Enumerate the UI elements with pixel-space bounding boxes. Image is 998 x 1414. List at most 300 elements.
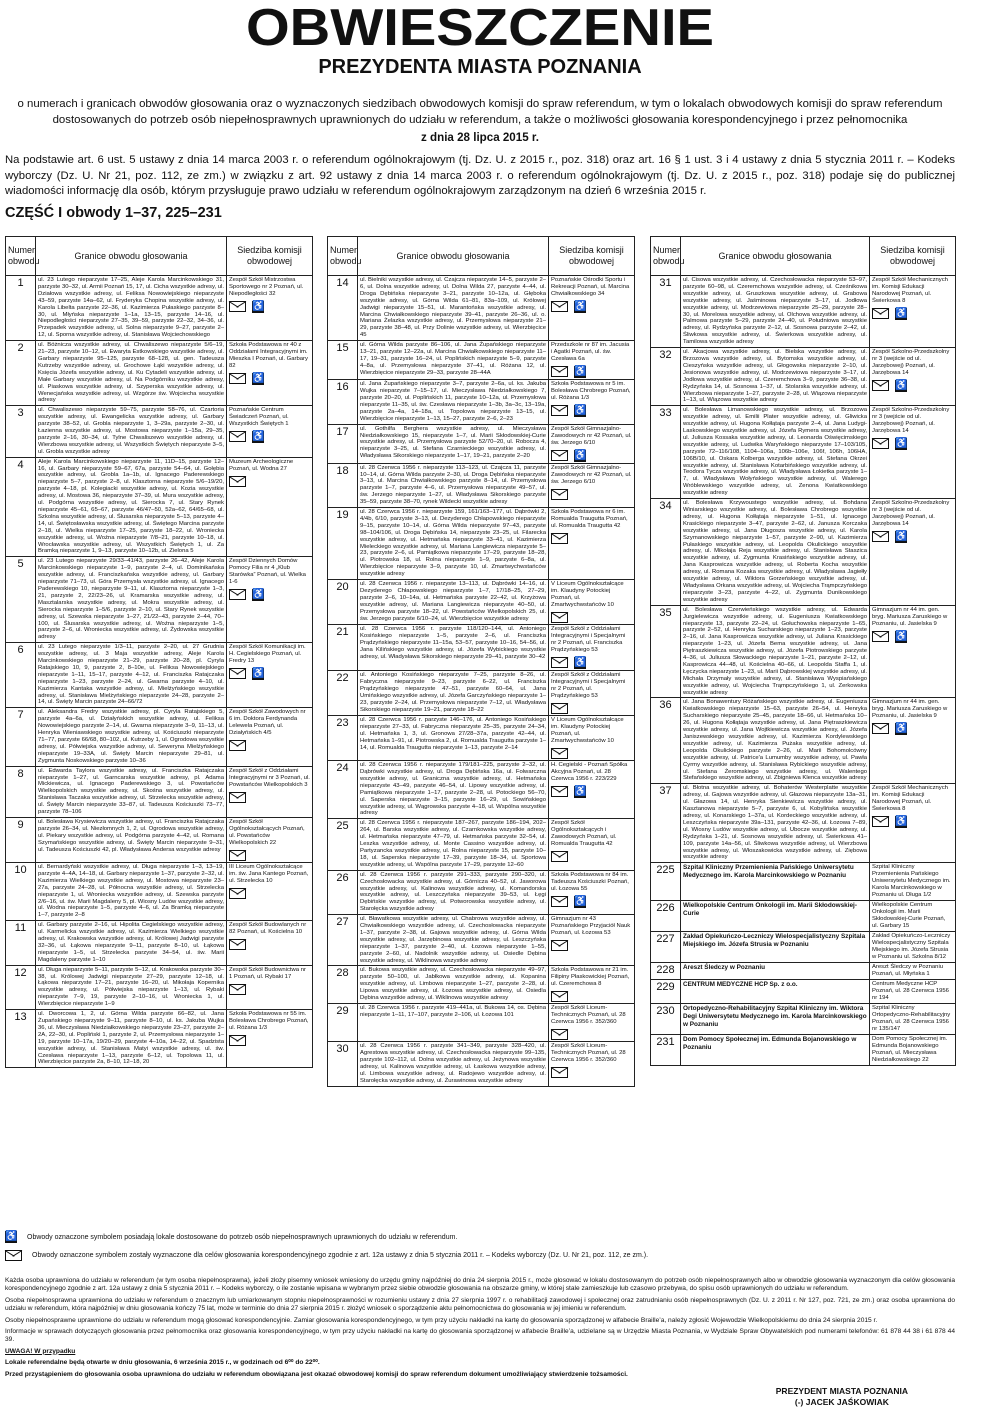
commission-seat xyxy=(549,870,635,914)
district-number: 1 xyxy=(6,276,36,341)
envelope-icon xyxy=(5,1250,22,1261)
seat-address: Szkoła Podstawowa nr 5 im. Bolesława Chrobrego Poznań, ul. Różana 1/3 xyxy=(551,381,631,402)
table-row xyxy=(6,817,313,862)
envelope-icon xyxy=(872,380,889,391)
envelope-icon xyxy=(229,476,246,487)
commission-seat xyxy=(549,276,635,341)
district-number: 7 xyxy=(6,708,36,766)
table-row xyxy=(6,921,313,965)
district-number: 228 xyxy=(651,963,681,980)
seat-icons xyxy=(872,531,953,543)
seat-address: Zespół Szkół Liceum-Technicznych Poznań, ul. 28 Czerwca 1956 r. 352/360 xyxy=(551,1043,626,1064)
seat-icons xyxy=(551,405,632,417)
wheelchair-icon: ♿ xyxy=(895,438,908,450)
district-number: 2 xyxy=(6,341,36,406)
wheelchair-icon: ♿ xyxy=(895,723,908,735)
envelope-icon xyxy=(551,896,568,907)
commission-seat xyxy=(549,671,635,716)
wheelchair-icon: ♿ xyxy=(574,895,587,907)
district-number: 28 xyxy=(328,966,358,1004)
envelope-icon xyxy=(551,301,568,312)
district-boundaries: ul. 28 Czerwca 1956 r. parzyste 146–176, ul. Antoniego Kosińskiego nieparzyste 27–33, ul. Fabryczna nieparzyste 25–35, parzyste 24–34, ul. Hetmańska 1, 3, ul. Gronowa 27/28–37a, parzyste 42–44, ul. Hetmańska 1–91, ul. Piotrowska 2, ul. Romualda Traugutta parzyste 1–14, ul. Romualda Traugutta nieparzyste 1–13, parzyste 2–14 xyxy=(358,716,549,761)
commission-seat xyxy=(870,605,956,698)
district-number: 21 xyxy=(328,625,358,671)
header-number: Numer obwodu xyxy=(651,237,681,276)
seat-address: Zespół Szkół Gimnazjalno-Zawodowych nr 42 Poznań, ul. św. Jerzego 6/10 xyxy=(551,425,632,446)
seat-icons xyxy=(229,850,310,861)
seat-icons xyxy=(229,1035,310,1046)
seat-address: III Liceum Ogólnokształcące im. św. Jana Kantego Poznań, ul. Strzelecka 10 xyxy=(229,863,309,884)
district-number: 3 xyxy=(6,406,36,457)
header-seat: Siedziba komisji obwodowej xyxy=(227,237,313,276)
note-hours: Lokale referendalne będą otwarte w dniu głosowania, 6 września 2015 r., w godzinach od 6⁰⁰ do 22⁰⁰. xyxy=(5,1359,320,1367)
envelope-icon xyxy=(229,1035,246,1046)
seat-icons xyxy=(229,301,310,313)
envelope-icon xyxy=(551,1029,568,1040)
wheelchair-icon: ♿ xyxy=(252,589,265,601)
envelope-icon xyxy=(551,612,568,623)
commission-seat xyxy=(227,457,313,557)
commission-seat xyxy=(549,463,635,507)
seat-address: Zespół Szkół Ogólnokształcących Poznań, ul. Powstańców Wielkopolskich 22 xyxy=(229,818,305,846)
note-paragraph: Osoba niepełnosprawna uprawniona do udziału w referendum o znacznym lub umiarkowanym stopniu niepełnosprawności w rozumieniu ustawy z dnia 27 sierpnia 1997 r. o rehabilitacji zawodowej i społecznej oraz zatrudnianiu osób niepełnosprawnych (Dz. U. z 2011 r. Nr 127, poz. 721, ze zm.) oraz osoba uprawniona do udziału w referendum, która najpóźniej w dniu głosowania kończy 75 lat, może w terminie do dnia 27 sierpnia 2015 r. złożyć wniosek o sporządzenie aktu pełnomocnictwa do głosowania w jej imieniu w referendum. xyxy=(5,1296,955,1313)
district-boundaries: ul. Bławatkowa wszystkie adresy, ul. Chabrowa wszystkie adresy, ul. Chwiałkowskiego wszystkie adresy, ul. Czechosłowacka nieparzyste 1–37, parzyste 2–38, ul. Gajowa wszystkie adresy, ul. Górna Wilda wszystkie adresy, ul. Jarzębinowa wszystkie adresy, ul. Leszczyńska nieparzyste 1–37, parzyste 2–40, ul. Łozowa nieparzyste 1–55, parzyste 2–60, ul. Nadolnik wszystkie adresy, ul. Osiedle Dębina wszystkie adresy, ul. Wiklinowa wszystkie adresy xyxy=(358,915,549,966)
legend-accessible xyxy=(5,1228,955,1246)
table-row xyxy=(651,932,956,963)
commission-seat xyxy=(549,424,635,463)
seat-address: Zespół Szkół Mechanicznych im. Komisji Edukacji Narodowej Poznań, ul. Świerkowa 8 xyxy=(872,785,948,813)
seat-address: Areszt Śledczy w Poznaniu Poznań, ul. Młyńska 1 xyxy=(872,964,944,978)
table-body xyxy=(651,276,956,1066)
commission-seat xyxy=(227,817,313,862)
table-row xyxy=(328,819,635,870)
envelope-icon xyxy=(551,450,568,461)
district-number: 225 xyxy=(651,863,681,901)
district-boundaries: ul. Błotna wszystkie adresy, ul. Bohaterów Westerplatte wszystkie adresy, ul. Gajowa wszystkie adresy, ul. Głazowa nieparzyste 13a–31, ul. Głazowa 14, ul. Henryka Sienkiewicza wszystkie adresy, ul. Kasztanowa nieparzyste 5–7, parzyste 6, ul. Kobylińska wszystkie adresy, ul. Konarskiego 1–37a, ul. Kordeckiego wszystkie adresy, ul. Leszczyńska nieparzyste 39a–131, parzyste 42–36, ul. Łozowa 7–89, ul. Wiosny Ludów wszystkie adresy, ul. Ubocze wszystkie adresy, ul. Rydzyńska 1–21, ul. Sosnowa wszystkie adresy, ul. Świerkowa 41–109, parzyste 14a–56, ul. Śliwkowa wszystkie adresy, ul. Wierzbowa wszystkie adresy, ul. Włoszakowicka wszystkie adresy, ul. Ziębowa wszystkie adresy xyxy=(681,784,870,863)
district-number: 16 xyxy=(328,380,358,424)
district-boundaries: ul. Aleksandra Fredry wszystkie adresy, pl. Cyryla Ratajskiego 5, parzyste 4a–6a, ul. Działyńskich wszystkie adresy, ul. Feliksa Nowowiejskiego parzyste 2–14, ul. Gwarna nieparzyste 3–9, 11–13, ul. Henryka Wieniawskiego wszystkie adresy, ul. Kościuszki nieparzyste 71–77, parzyste 66/68, 80–102, ul. Kutrzeby 1, ul. Ogrodowa wszystkie adresy, ul. Półwiejska wszystkie adresy, ul. Sewerynа Mielżyńskiego nieparzyste 19–33A, ul. Święty Marcin nieparzyste 29–81, ul. Zygmunta Noskowskiego parzyste 10–36 xyxy=(36,708,227,766)
district-boundaries: Aleje Karola Marcinkowskiego nieparzyste 11, 11D–15, parzyste 12–16, ul. Garbary nieparzyste 59–67, 67a, parzyste 54–64, ul. Gołębia wszystkie adresy, ul. Grobla 1a–1b, ul. Ignacego Paderewskiego nieparzyste 5–7, parzyste 2–8, ul. Klasztorna nieparzyste 5/6–19/20, parzyste 4–18, pl. Kolegiacki wszystkie adresy, ul. Kozia wszystkie adresy, ul. Mostowa 36, nieparzyste 37–39, ul. Mura wszystkie adresy, ul. Podgórna wszystkie adresy, ul. Sierocka 7, ul. Stary Rynek nieparzyste 45–61, 65–67, parzyste 46/47–50, 52a–62, 64/65–68, ul. Szkolna wszystkie adresy, ul. Ślusarska nieparzyste 5–13, parzyste 4–14, ul. Świętosławska wszystkie adresy, ul. Świętego Marcina parzyste 2–18, ul. Wielka nieparzyste 17–25, parzyste 18–22, ul. Wroniecka wszystkie adresy, ul. Woźna nieparzyste 7/8–21, parzyste 10–18, ul. Wrocławska wszystkie adresy, ul. Wszystkich Świętych 1, ul. Za Bramką nieparzyste 1, 9–13, parzyste 10–12b, ul. Zielona 5 xyxy=(36,457,227,557)
district-number: 23 xyxy=(328,716,358,761)
header-seat: Siedziba komisji obwodowej xyxy=(870,237,956,276)
district-boundaries: Szpital Kliniczny Przemienienia Pańskiego Uniwersytetu Medycznego im. Karola Marcinkowskiego w Poznaniu xyxy=(681,863,870,901)
district-number: 29 xyxy=(328,1004,358,1042)
seat-address: Zespół Szkół Liceum-Technicznych Poznań, ul. 28 Czerwca 1956 r. 352/360 xyxy=(551,1005,626,1026)
envelope-icon xyxy=(872,816,889,827)
district-number: 4 xyxy=(6,457,36,557)
wheelchair-icon: ♿ xyxy=(574,657,587,669)
seat-address: Zespół Szkół Mistrzostwa Sportowego nr 2 Poznań, ul. Niepodległości 32 xyxy=(229,277,304,297)
part-heading: CZĘŚĆ I obwody 1–37, 225–231 xyxy=(5,205,222,221)
envelope-icon xyxy=(229,850,246,861)
seat-icons xyxy=(551,786,632,798)
table-row xyxy=(651,698,956,784)
envelope-icon xyxy=(229,792,246,803)
seat-icons xyxy=(229,984,310,995)
district-boundaries: ul. Bernardyński wszystkie adresy, ul. Długa nieparzyste 1–3, 13–19, parzyste 4–4A, 14–18, ul. Garbary nieparzyste 1–37, parzyste 2–32, ul. Kazimierza Wielkiego wszystkie adresy, ul. Mostowa nieparzyste 23–27a, parzyste 24–28, ul. Północna wszystkie adresy, ul. Strzelecka nieparzyste 1, ul. Wroniecka wszystkie adresy, ul. Szewska parzyste 2/6–16, ul. św. Marii Magdaleny 5, pl. Wiosny Ludów wszystkie adresy, ul. Wodna nieparzyste 1–5, parzyste 4–6, ul. Za Bramką nieparzyste 1–7, parzyste 2–8 xyxy=(36,862,227,920)
envelope-icon xyxy=(229,431,246,442)
table-row xyxy=(651,863,956,901)
district-boundaries: ul. Edwarda Taylora wszystkie adresy, ul. Franciszka Ratajczaka nieparzyste 1–27, ul. Garncarska wszystkie adresy, pl. Adama Mickiewicza, ul. Ignacego Paderewskiego 3, ul. Powstańców Wielkopolskich wszystkie adresy, ul. Skośna wszystkie adresy, ul. Stanisława Taczaka wszystkie adresy, ul. Strzelecka wszystkie adresy, ul. Święty Marcin nieparzyste 33–87, ul. Tadeusza Kościuszki 73–77, parzyste 78–106 xyxy=(36,766,227,817)
commission-seat xyxy=(549,761,635,819)
seat-icons xyxy=(229,792,310,803)
district-number: 30 xyxy=(328,1042,358,1086)
commission-seat xyxy=(227,965,313,1009)
district-number: 22 xyxy=(328,671,358,716)
commission-seat xyxy=(549,1042,635,1086)
envelope-icon xyxy=(872,723,889,734)
wheelchair-icon: ♿ xyxy=(252,668,265,680)
district-number: 31 xyxy=(651,276,681,348)
envelope-icon xyxy=(551,489,568,500)
commission-seat xyxy=(227,862,313,920)
page-subtitle: PREZYDENTA MIASTA POZNANIA xyxy=(318,56,642,78)
district-number: 227 xyxy=(651,932,681,963)
seat-address: Wielkopolskie Centrum Onkologii im. Marii Skłodowskiej-Curie Poznań, ul. Garbary 15 xyxy=(872,902,946,930)
commission-seat xyxy=(549,380,635,424)
seat-address: Gimnazjum nr 44 im. gen. bryg. Mariusza Zaruskiego w Poznaniu, ul. Jasielska 9 xyxy=(872,699,948,720)
envelope-icon xyxy=(229,589,246,600)
district-number: 35 xyxy=(651,605,681,698)
table-row xyxy=(651,1004,956,1035)
table-body xyxy=(6,276,313,1068)
district-boundaries: CENTRUM MEDYCZNE HCP Sp. z o.o. xyxy=(681,980,870,1004)
page-title: OBWIESZCZENIE xyxy=(245,0,715,57)
commission-seat xyxy=(870,784,956,863)
table-row xyxy=(328,341,635,380)
commission-seat xyxy=(549,580,635,625)
envelope-icon xyxy=(551,405,568,416)
envelope-icon xyxy=(551,940,568,951)
commission-seat xyxy=(870,963,956,980)
district-number: 231 xyxy=(651,1035,681,1066)
table-row xyxy=(651,499,956,606)
district-boundaries: ul. 28 Czerwca 1956 r. parzyste 419–441a, ul. Bukowa 14, os. Dębina nieparzyste 1–11, 17–107, parzyste 2–106, ul. Łozowa 101 xyxy=(358,1004,549,1042)
envelope-icon xyxy=(551,533,568,544)
district-boundaries: ul. 28 Czerwca 1956 r. parzyste 118/120–144, ul. Antoniego Kosińskiego nieparzyste 1–5, parzyste 2–6, ul. Franciszka Prądzyńskiego nieparzyste 11–15a, 53–57, parzyste 10–16, 54–56, ul. Jana Kilińskiego wszystkie adresy, ul. Józefa Wybickiego wszystkie adresy, ul. Władysława Sikorskiego nieparzyste 29–41, parzyste 30–42 xyxy=(358,625,549,671)
seat-address: Zespół Szkół Budownictwa nr 1 Poznań, ul. Rybaki 17 xyxy=(229,966,306,980)
seat-icons xyxy=(229,888,310,899)
table-row xyxy=(328,915,635,966)
envelope-icon xyxy=(229,301,246,312)
table-row xyxy=(328,424,635,463)
seat-icons xyxy=(872,308,953,320)
district-number: 15 xyxy=(328,341,358,380)
seat-icons xyxy=(229,740,310,751)
district-number: 27 xyxy=(328,915,358,966)
legal-basis: Na podstawie art. 6 ust. 5 ustawy z dnia 14 marca 2003 r. o referendum ogólnokrajowym (tj. Dz. U. z 2015 r., poz. 318) oraz art. 16 § 1 ust. 3 i 4 ustawy z dnia 5 stycznia 2011 r. – Kodeks wyborczy (Dz. U. Nr 21, poz. 112, ze zm.) w związku z art. 92 ustawy z dnia 14 marca 2003 r. o referendum ogólnokrajowym (tj. Dz. U. z 2015 r., poz. 318) podaje się do publicznej wiadomości informację dla osób, którym przysługuje prawo udziału w referendum ogólnokrajowym zarządzonym na dzień 6 września 2015 r. xyxy=(5,154,955,197)
envelope-icon xyxy=(551,786,568,797)
table-row xyxy=(328,463,635,507)
commission-seat xyxy=(549,341,635,380)
district-number: 20 xyxy=(328,580,358,625)
district-boundaries: ul. 28 Czerwca 1956 r. nieparzyste 179/181–225, parzyste 2–32, ul. Dąbrówki wszystkie adresy, ul. Droga Dębińska 16a, ul. Folwarczna wszystkie adresy, ul. Graniczna wszystkie adresy, ul. Hetmańska nieparzyste 43–49, parzyste 46–54, ul. Lipowy wszystkie adresy, ul. Pamiątkowa nieparzyste 1–17, parzyste 2–28, ul. Potockiego 56–70, ul. Saperska nieparzyste 3–15, parzyste 16–29, ul. Sowińskiego wszystkie adresy, ul. Wągrowska parzyste 4–18, ul. Wspólna wszystkie adresy xyxy=(358,761,549,819)
district-number: 36 xyxy=(651,698,681,784)
table-row xyxy=(328,966,635,1004)
commission-seat xyxy=(870,863,956,901)
signature-office: PREZYDENT MIASTA POZNANIA xyxy=(775,1386,908,1396)
table-row xyxy=(651,605,956,698)
seat-address: Poznańskie Centrum Świadczeń Poznań, ul. Wszystkich Świętych 1 xyxy=(229,407,289,428)
seat-address: Dom Pomocy Społecznej im. Edmunda Bojanowskiego Poznań, ul. Mieczysława Niedziałkowskiego 22 xyxy=(872,1036,948,1064)
district-number: 12 xyxy=(6,965,36,1009)
seat-address: Szkoła Podstawowa nr 84 im. Tadeusza Kościuszki Poznań, ul. Łozowa 55 xyxy=(551,871,629,892)
district-number: 229 xyxy=(651,980,681,1004)
seat-icons xyxy=(229,668,310,680)
envelope-icon xyxy=(551,657,568,668)
district-number: 17 xyxy=(328,424,358,463)
district-number: 11 xyxy=(6,921,36,965)
district-boundaries: ul. 28 Czerwca 1956 r. nieparzyste 113–123, ul. Czajcza 11, parzyste 10–14, ul. Górna Wilda parzyste 2–30, ul. Droga Dębińska nieparzyste 3–13, ul. Marcina Chwiałkowskiego parzyste 8–14, ul. Przemysłowa parzyste 1–7, parzyste 4–6, ul. Przemysłowa nieparzyste 49–57, ul. św. Jerzego nieparzyste 1–27, ul. Władysława Sikorskiego parzyste 35–59, parzyste 38–70, rynek Wildecki wszystkie adresy xyxy=(358,463,549,507)
envelope-icon xyxy=(551,703,568,714)
envelope-icon xyxy=(872,438,889,449)
wheelchair-icon: ♿ xyxy=(252,301,265,312)
district-number: 5 xyxy=(6,557,36,643)
table-row xyxy=(328,380,635,424)
seat-icons xyxy=(229,939,310,950)
seat-address: Zespół Szkół Ogólnokształcących i Zawodowych Poznań, ul. Romualda Traugutta 42 xyxy=(551,820,617,848)
table-row xyxy=(6,766,313,817)
district-number: 6 xyxy=(6,643,36,708)
seat-icons xyxy=(872,438,953,450)
seat-address: Gimnazjum nr 44 im. gen. bryg. Mariusza Zaruskiego w Poznaniu, ul. Jasielska 9 xyxy=(872,606,948,627)
commission-seat xyxy=(227,921,313,965)
seat-address: Zespół Szkolno-Przedszkolny nr 3 (wejście od ul. Jarzębowej) Poznań, ul. Jarzębowa 14 xyxy=(872,349,950,377)
envelope-icon xyxy=(872,531,889,542)
district-boundaries: Dom Pomocy Społecznej im. Edmunda Bojanowskiego w Poznaniu xyxy=(681,1035,870,1066)
commission-seat xyxy=(870,348,956,406)
table-body xyxy=(328,276,635,1087)
district-boundaries: ul. 28 Czerwca 1956 r. nieparzyste 13–113, ul. Dąbrówki 14–16, ul. Dezyderego Chłapowskiego nieparzyste 1–7, 17/18–25, 27–29, parzyste 2–6, 10–14a, ul. Hetmańska parzyste 22–42, ul. Krzyżowa wszystkie adresy, ul. Mariana Langiewicza nieparzyste 40–50, ul. Przemysłowa parzyste 18–22, ul. Powstańców Wielkopolskich 25, ul. św. Jerzego parzyste 6/10–24, ul. Wierzbięcice wszystkie adresy xyxy=(358,580,549,625)
envelope-icon xyxy=(229,939,246,950)
district-number: 230 xyxy=(651,1004,681,1035)
district-number: 13 xyxy=(6,1010,36,1068)
district-number: 33 xyxy=(651,406,681,499)
district-boundaries: ul. 23 Lutego nieparzyste 29/33–41/43, parzyste 26–42, Aleje Karola Marcinkowskiego nieparzyste 1–9, parzyste 2–4, ul. Dominikańska wszystkie adresy, ul. Franciszkańska wszystkie adresy, ul. Garbary nieparzyste 71–73, ul. Góra Przemysła wszystkie adresy, ul. Ignacego Paderewskiego 10, nieparzyste 9–11, ul. Klasztorna nieparzyste 1–3, 21, parzyste 2, 22/23–26, ul. Kramarska wszystkie adresy, ul. Masztalarska wszystkie adresy, ul. Mokra wszystkie adresy, ul. Sierocka nieparzyste 1–5/6, parzyste 2–10, ul. Stary Rynek wszystkie adresy, ul. Szewska nieparzyste 1–27, 21/22–43, parzyste 2–44, 70–100, ul. Ślusarska wszystkie adresy, ul. Woźna nieparzyste 1–5, parzyste 2–6, ul. Wroniecka wszystkie adresy, ul. Żydowska wszystkie adresy xyxy=(36,557,227,643)
table-column-3 xyxy=(650,236,956,1066)
seat-icons xyxy=(872,723,953,735)
district-boundaries: ul. Bielniki wszystkie adresy, ul. Czajcza nieparzyste 14–5, parzyste 2–6, ul. Dolna wszystkie adresy, ul. Dolna Wilda 27, parzyste 4–44, ul. Droga Dębińska nieparzyste 3–21, parzyste 10–12a, ul. Głęboka wszystkie adresy, ul. Górna Wilda 61–81, 83a–109, ul. Królowej Jadwigi nieparzyste 15–51, ul. Marantońska wszystkie adresy, ul. Marcina Chwiałkowskiego nieparzyste 39–41, parzyste 26–36, ul. o. Mariana Żelazka wszystkie adresy, ul. Przemysłowa nieparzyste 21–29, parzyste 38–48, ul. Przy Dolinie wszystkie adresy, ul. Wierzbięcice 45 xyxy=(358,276,549,341)
envelope-icon xyxy=(551,1067,568,1078)
district-boundaries: ul. Bukowa wszystkie adresy, ul. Czechosłowacka nieparzyste 49–97, parzyste 50–100, ul. Jabłkowa wszystkie adresy, ul. Kopanina wszystkie adresy, ul. Limbowa nieparzyste 1–27, parzyste 2–28, ul. Lipowa wszystkie adresy, ul. Łozowa wszystkie adresy, ul. Osiedla Dębina wszystkie adresy, ul. Wiklinowa wszystkie adresy xyxy=(358,966,549,1004)
wheelchair-icon: ♿ xyxy=(574,301,587,312)
seat-icons xyxy=(551,366,632,378)
table-column-1 xyxy=(5,236,313,1068)
seat-address: V Liceum Ogólnokształcące im. Klaudyny Potockiej Poznań, ul. Zmartwychwstańców 10 xyxy=(551,717,624,745)
district-boundaries: ul. 23 Lutego nieparzyste 17–25, Aleje Karola Marcinkowskiego 31, parzyste 30–32, ul. Armii Poznań 15, 17, ul. Cicha wszystkie adresy, ul. Działowa wszystkie adresy, ul. Feliksa Nowowiejskiego nieparzyste 43–59, parzyste 14a–62, ul. Fryderyka Chopina wszystkie adresy, ul. Karola Libelta parzyste 22–36, ul. Kazimierza Pułaskiego parzyste 8–30, ul. Młyńska nieparzyste 1–1a, 13–15, parzyste 14–16, ul. Niepodległości nieparzyste 27–35, 39–59, parzyste 22–32, 34–36, ul. Przepadek wszystkie adresy, ul. Solna nieparzyste 9–27, parzyste 2–12, ul. Sporna wszystkie adresy, ul. Stanisława Wojciechowskiego xyxy=(36,276,227,341)
table-row xyxy=(651,963,956,980)
note-warning-label: UWAGA! W przypadku xyxy=(5,1347,76,1355)
header-boundaries: Granice obwodu głosowania xyxy=(36,237,227,276)
wheelchair-icon: ♿ xyxy=(574,786,587,798)
commission-seat xyxy=(870,406,956,499)
seat-address: H. Cegielski - Poznań Spółka Akcyjna Poznań, ul. 28 Czerwca 1956 r. 223/229 xyxy=(551,762,628,783)
seat-address: Zespół Szkolno-Przedszkolny nr 3 (wejście od ul. Jarzębowej) Poznań, ul. Jarzębowa 14 xyxy=(872,500,950,528)
signature-name: (-) JACEK JAŚKOWIAK xyxy=(794,1397,889,1407)
district-boundaries: ul. Dworcowa 1, 2, ul. Górna Wilda parzyste 66–82, ul. Jana Żupańskiego nieparzyste 9–11, parzyste 8–10, ul. ks. Jakuba Wujka 36, ul. Mieczysława Niedziałkowskiego nieparzyste 23–27, parzyste 2–2A, 22–30, ul. Popliński 1, parzyste 2, ul. Przemysłowa nieparzyste 1–19, parzyste 10–17a, 19/20–29, parzyste 4–10a, 14–22, ul. Spadzista wszystkie adresy, ul. Stanisława Matyi wszystkie adresy, ul. św. Czesława nieparzyste 1–13, parzyste 6–12, ul. Topolowa 11, ul. Wierzbięcice parzyste 2a, 8–10, 12–18, 20 xyxy=(36,1010,227,1068)
commission-seat xyxy=(870,980,956,1004)
district-number: 24 xyxy=(328,761,358,819)
district-number: 37 xyxy=(651,784,681,863)
wheelchair-icon: ♿ xyxy=(895,380,908,392)
commission-seat xyxy=(549,1004,635,1042)
commission-seat xyxy=(870,499,956,606)
commission-seat xyxy=(227,557,313,643)
commission-seat xyxy=(549,508,635,580)
document-date: z dnia 28 lipca 2015 r. xyxy=(421,131,539,144)
wheelchair-icon: ♿ xyxy=(895,630,908,642)
commission-seat xyxy=(227,643,313,708)
seat-address: Szkoła Podstawowa nr 6 im. Romualda Traugutta Poznań, ul. Romualda Traugutta 42 xyxy=(551,509,628,530)
seat-icons xyxy=(229,373,310,385)
district-number: 10 xyxy=(6,862,36,920)
district-number: 18 xyxy=(328,463,358,507)
envelope-icon xyxy=(551,748,568,759)
commission-seat xyxy=(870,1004,956,1035)
table-row xyxy=(6,862,313,920)
wheelchair-icon: ♿ xyxy=(895,308,908,319)
seat-icons xyxy=(551,748,632,759)
seat-icons xyxy=(551,991,632,1002)
envelope-icon xyxy=(551,851,568,862)
district-boundaries: ul. Cisowa wszystkie adresy, ul. Czechosłowacka nieparzyste 53–97, parzyste 60–98, ul. Czeremchowa wszystkie adresy, ul. Cześnikowa wszystkie adresy, ul. Gruszkowa wszystkie adresy, ul. Grabowa wszystkie adresy, ul. Jaśminowa nieparzyste 3–17, ul. Jodłowa wszystkie adresy, ul. Modrzewiowa nieparzyste 25–29, parzyste 28–30, ul. Morelowa wszystkie adresy, ul. Olchowa wszystkie adresy, ul. Palmowa parzyste 5–29, parzyste 24–40, ul. Południowa wszystkie adresy, ul. Rydzyńska parzyste 2–12, ul. Sosnowa parzyste 2–42, ul. Śliwkowa wszystkie adresy, ul. Świerkowa wszystkie adresy, ul. Tamilowa wszystkie adresy xyxy=(681,276,870,348)
commission-seat xyxy=(870,698,956,784)
table-row xyxy=(6,457,313,557)
wheelchair-icon: ♿ xyxy=(895,816,908,828)
district-number: 14 xyxy=(328,276,358,341)
commission-seat xyxy=(870,932,956,963)
seat-icons xyxy=(551,1029,632,1040)
wheelchair-icon: ♿ xyxy=(574,405,587,417)
table-row xyxy=(651,276,956,348)
seat-address: Zespół Szkół Komunikacji im. H. Cegielskiego Poznań, ul. Fredry 13 xyxy=(229,644,306,665)
envelope-icon xyxy=(229,740,246,751)
commission-seat xyxy=(227,341,313,406)
district-number: 8 xyxy=(6,766,36,817)
district-boundaries: Zakład Opiekuńczo-Leczniczy Wielospecjalistyczny Szpitala Miejskiego im. Józefa Strusia w Poznaniu xyxy=(681,932,870,963)
seat-address: V Liceum Ogólnokształcące im. Klaudyny Potockiej Poznań, ul. Zmartwychwstańców 10 xyxy=(551,581,624,609)
seat-address: Szpital Kliniczny Przemienienia Pańskiego Uniwersytetu Medycznego im. Karola Marcinkowskiego w Poznaniu ul. Długa 1/2 xyxy=(872,864,951,899)
table-row xyxy=(6,341,313,406)
commission-seat xyxy=(227,1010,313,1068)
seat-address: Przedszkole nr 87 im. Jacusia i Agatki Poznań, ul. św. Czesława 6a xyxy=(551,342,630,363)
legend-accessible-text: Obwody oznaczone symbolem posiadają lokale dostosowane do potrzeb osób niepełnosprawnych uprawnionych do udziału w referendum. xyxy=(27,1233,458,1241)
seat-address: Zespół Szkolno-Przedszkolny nr 3 (wejście od ul. Jarzębowej) Poznań, ul. Jarzębowa 14 xyxy=(872,407,950,435)
seat-icons xyxy=(872,380,953,392)
commission-seat xyxy=(549,966,635,1004)
table-row xyxy=(328,761,635,819)
wheelchair-icon: ♿ xyxy=(252,431,265,443)
seat-icons xyxy=(551,489,632,500)
district-boundaries: ul. Górna Wilda parzyste 86–106, ul. Jana Żupańskiego nieparzyste 13–21, parzyste 12–22a, ul. Marcina Chwiałkowskiego nieparzyste 11–17, 19–31, parzyste 16–24, ul. Poplińskich nieparzyste 5–9, parzyste 4–8a, ul. Przemysłowa nieparzyste 37–41, ul. Różana 12, ul. Wierzbięcice nieparzyste 29–33, parzyste 28–44A xyxy=(358,341,549,380)
district-boundaries: ul. 28 Czerwca 1956 r. nieparzyste 187–267, parzyste 186–194, 202–264, ul. Barska wszystkie adresy, ul. Czarnkowska wszystkie adresy, ul. Hetmańska nieparzyste 47–79, ul. Hetmańska parzyste 32–54, ul. Leszka wszystkie adresy, ul. Monte Cassino wszystkie adresy, ul. Partyzancka wszystkie adresy, ul. Rolna nieparzyste 15, parzyste 10–18, ul. Saperska nieparzyste 17–39, parzyste 18–34, ul. Sportowa wszystkie adresy, ul. Wspólna parzyste 17–29, parzyste 12–60 xyxy=(358,819,549,870)
commission-seat xyxy=(227,766,313,817)
wheelchair-icon: ♿ xyxy=(574,366,587,378)
district-boundaries: ul. Chwaliszewo nieparzyste 59–75, parzyste 58–76, ul. Czartoria wszystkie adresy, ul. Ewangelicka wszystkie adresy, ul. Garbary parzyste 38–52, ul. Grobla nieparzyste 1, 3–29a, parzyste 2–30, ul. Łazienna wszystkie adresy, ul. Mostowa nieparzyste 1–15a, 29–35, parzyste 2–16, 30–34, ul. Tylne Chwaliszewo wszystkie adresy, ul. Wierzbowa wszystkie adresy, ul. Wszystkich Świętych nieparzyste 3–5, ul. Grobla wszystkie adresy xyxy=(36,406,227,457)
envelope-icon xyxy=(872,631,889,642)
table-row xyxy=(6,406,313,457)
seat-address: Zespół Szkół Zawodowych nr 6 im. Doktora Ferdynanda Lelewela Poznań, ul. Działyńskich 4/5 xyxy=(229,709,306,737)
district-boundaries: ul. Antoniego Kosińskiego nieparzyste 7–25, parzyste 8–26, ul. Fabryczna nieparzyste 9–23, parzyste 6–22, ul. Franciszka Prądzyńskiego nieparzyste 47–51, parzyste 60–64, ul. Jana Umińskiego wszystkie adresy, ul. Józefa Garczyńskiego nieparzyste 1–23, parzyste 2–24, ul. Przemysłowa nieparzyste 7–12, ul. Władysława Sikorskiego nieparzyste 19–21, parzyste 18–22 xyxy=(358,671,549,716)
seat-icons xyxy=(229,431,310,443)
district-number: 26 xyxy=(328,870,358,914)
district-boundaries: ul. Bolesława Limanowskiego wszystkie adresy, ul. Brzozowa wszystkie adresy, ul. Emilii Plater wszystkie adresy, ul. Gliwicka wszystkie adresy, ul. Hugona Kołłątaja parzyste 2–4, ul. Jana Ludygi-Laskowskiego wszystkie adresy, ul. Józefa Rymera wszystkie adresy, ul. Juliusza Kossaka wszystkie adresy, ul. Leonarda Oświęcimskiego wszystkie adresy, ul. Ludwika Waryńskiego nieparzyste 17–103/105, parzyste 72–116/108, 1104–106a, 106b–106e, 106f, 106h, 106HA, 106B/10, ul. Oskara Kolberga wszystkie adresy, ul. Stefana Okrzei wszystkie adresy, ul. Stanisława Kotarbińskiego wszystkie adresy, ul. Teodora Tycza wszystkie adresy, ul. Władysława Łokietka parzyste 1–7, ul. Władysława Wołyńskiego wszystkie adresy, ul. Walerego Wróblewskiego wszystkie adresy, ul. Zenona Kwiatkowskiego wszystkie adresy xyxy=(681,406,870,499)
commission-seat xyxy=(227,406,313,457)
legend-correspondence-text: Obwody oznaczone symbolem zostały wyznaczone dla celów głosowania korespondencyjnego zgodnie z art. 12a ustawy z dnia 5 stycznia 2011 r. – Kodeks wyborczy (Dz. U. Nr 21, poz. 112, ze zm.). xyxy=(32,1251,649,1259)
seat-icons xyxy=(229,589,310,601)
commission-seat xyxy=(870,276,956,348)
table-row xyxy=(328,716,635,761)
district-boundaries: ul. 28 Czerwca 1956 r. parzyste 341–349, parzyste 328–420, ul. Agrestowa wszystkie adresy, ul. Czechosłowacka nieparzyste 99–135, parzyste 102–112, ul. Dolna wszystkie adresy, ul. Jeżynowa wszystkie adresy, ul. Kalinowa wszystkie adresy, ul. Łaskowa wszystkie adresy, ul. Limbowa wszystkie adresy, ul. Radojewo wszystkie adresy, ul. Starołęcka wszystkie adresy, ul. Żurawinowa wszystkie adresy xyxy=(358,1042,549,1086)
seat-address: Zakład Opiekuńczo-Leczniczy Wielospecjalistyczny Szpitala Miejskiego im. Józefa Strusia w Poznaniu ul. Szkolna 8/12 xyxy=(872,933,951,961)
table-row xyxy=(328,625,635,671)
table-row xyxy=(328,508,635,580)
seat-address: Zespół Szkół z Oddziałami Integracyjnymi nr 3 Poznań, ul. Powstańców Wielkopolskich 3 xyxy=(229,767,310,788)
envelope-icon xyxy=(229,984,246,995)
district-boundaries: ul. Bolesława Krzywoustego wszystkie adresy, ul. Bohdana Winiarskiego wszystkie adresy, ul. Bolesława Chrobrego wszystkie adresy, ul. Hugona Kołłątaja nieparzyste 1–51, ul. Ignacego Krasickiego nieparzyste 3–47, parzyste 2–62, ul. Janusza Korczaka wszystkie adresy, ul. Jana Długosza wszystkie adresy, ul. Karola Szymanowskiego nieparzyste 1–57, parzyste 2–90, ul. Kazimierza Pułaskiego wszystkie adresy, ul. Leopolda Okulickiego wszystkie adresy, ul. Mikołaja Reja wszystkie adresy, ul. Stanisława Staszica wszystkie adresy, ul. Zygmunta Krasińskiego wszystkie adresy, ul. Jana Kasprowicza wszystkie adresy, ul. Robertа Kocha wszystkie adresy, ul. Romana Kozaka wszystkie adresy, ul. Władysława Jagiełły wszystkie adresy, ul. Wiktora Gorzeńskiego wszystkie adresy, ul. Władysława Orkana wszystkie adresy, ul. Wojciecha Trąmpczyńskiego nieparzyste 3–23, parzyste 4–22, ul. Zygmunta Dunikowskiego wszystkie adresy xyxy=(681,499,870,606)
seat-address: Poznańskie Ośrodki Sportu i Rekreacji Poznań, ul. Marcina Chwiałkowskiego 34 xyxy=(551,277,630,297)
wheelchair-icon: ♿ xyxy=(5,1231,18,1242)
seat-address: Szkoła Podstawowa nr 21 im. Filipiny Płaskowickiej Poznań, ul. Czeremchowa 8 xyxy=(551,967,630,988)
district-boundaries: ul. 28 Czerwca 1956 r. parzyste 291–333, parzyste 290–320, ul. Czechosłowacka wszystkie adresy, ul. Górnicza 40–52, ul. Jaworowa wszystkie adresy, ul. Kalinowa wszystkie adresy, ul. Komandorska wszystkie adresy, ul. Leszczyńska nieparzyste 39–53, ul. Łęgi Dębińskie wszystkie adresy, ul. Potworowska wszystkie adresy, ul. Starołęcka wszystkie adresy xyxy=(358,870,549,914)
district-boundaries: ul. 23 Lutego nieparzyste 1/3–11, parzyste 2–20, ul. 27 Grudnia wszystkie adresy, ul. 3 Maja wszystkie adresy, Aleje Karola Marcinkowskiego nieparzyste 21–29, parzyste 20–28, pl. Cyryla Ratajskiego 10, 9, parzyste 2, 8–10e, ul. Feliksa Nowowiejskiego nieparzyste 1–11, 15–17, parzyste 4–12, ul. Franciszka Ratajczaka nieparzyste 1–23, parzyste 2–24, ul. Gwarna parzyste 4–10, ul. Kazimierza Kantaka wszystkie adresy, ul. Mielżyńskiego wszystkie adresy, ul. Stanisława Mielżyńskiego nieparzyste 24–28, parzyste 2–14, ul. Święty Marcin parzyste 24–66/72 xyxy=(36,643,227,708)
table-row xyxy=(328,1042,635,1086)
table-row xyxy=(651,784,956,863)
commission-seat xyxy=(227,708,313,766)
table-row xyxy=(328,580,635,625)
wheelchair-icon: ♿ xyxy=(574,449,587,461)
legend-correspondence xyxy=(5,1246,955,1264)
header-boundaries: Granice obwodu głosowania xyxy=(358,237,549,276)
district-boundaries: ul. Bolesława Krysiewicza wszystkie adresy, ul. Franciszka Ratajczaka parzyste 26–34, ul. Niezłomnych 1, 2, ul. Ogrodowa wszystkie adresy, ul. Piekary wszystkie adresy, ul. Podgórna parzyste 4–42, ul. Romana Szymańskiego wszystkie adresy, ul. Święty Marcin nieparzyste 9–31, ul. Tadeusza Kościuszki 42, pl. Władysława Andersa wszystkie adresy xyxy=(36,817,227,862)
table-row xyxy=(328,870,635,914)
seat-address: Szpital Kliniczny Ortopedyczno-Rehabilitacyjny Poznań, ul. 28 Czerwca 1956 nr 135/147 xyxy=(872,1005,951,1033)
district-number: 32 xyxy=(651,348,681,406)
seat-address: Zespół Szkół Budowlanych nr 82 Poznań, ul. Kościelna 10 xyxy=(229,922,307,936)
table-row xyxy=(651,980,956,1004)
commission-seat xyxy=(549,716,635,761)
note-paragraph: Każda osoba uprawniona do udziału w referendum (w tym osoba niepełnosprawna), jeżeli złoży pisemny wniosek wniesiony do urzędu gminy najpóźniej do dnia 24 sierpnia 2015 r., może głosować w lokalu dostosowanym do potrzeb osób niepełnosprawnych albo w obwodzie głosowania wyznaczonym dla celów głosowania korespondencyjnego zgodnie z art. 12a ustawy z dnia 5 stycznia 2011 r. – Kodeks wyborczy, o ile zostanie wpisana w wybranym przez siebie obwodzie głosowania na obszarze gminy, w której stale zamieszkuje lub czasowo przebywa, do spisu osób uprawnionych do udziału w referendum. xyxy=(5,1277,955,1293)
table-row xyxy=(6,276,313,341)
seat-icons xyxy=(551,851,632,862)
header-number: Numer obwodu xyxy=(328,237,358,276)
seat-icons xyxy=(551,612,632,623)
envelope-icon xyxy=(229,373,246,384)
table-row xyxy=(328,276,635,341)
district-number: 226 xyxy=(651,901,681,932)
seat-icons xyxy=(551,896,632,908)
commission-seat xyxy=(549,819,635,870)
seat-address: Zespół Szkół z Oddziałami Integracyjnymi i Specjalnymi nr 2 Poznań, ul. Prądzyńskiego 53 xyxy=(551,672,626,700)
table-row xyxy=(6,965,313,1009)
table-row xyxy=(6,557,313,643)
commission-seat xyxy=(549,625,635,671)
district-boundaries: ul. Bóżnicza wszystkie adresy, ul. Chwaliszewo nieparzyste 5/6–19, 21–23, parzyste 10–12, ul. Ewaryta Estkowskiego wszystkie adresy, ul. Garbary nieparzyste 95–125, parzyste 68–128, ul. gen. Tadeusza Kutrzeby wszystkie adresy, ul. Grochowe Łąki wszystkie adresy, ul. Księcia Józefa wszystkie adresy, ul. Ku Cytadeli wszystkie adresy, ul. Małe Garbary wszystkie adresy, ul. Na Podgórniku wszystkie adresy, ul. Piaskowa wszystkie adresy, ul. Szyperska wszystkie adresy, ul. Wenecjańska wszystkie adresy, ul. Wzgórze św. Wojciecha wszystkie adresy xyxy=(36,341,227,406)
notes xyxy=(5,1277,955,1382)
table-column-2 xyxy=(327,236,635,1087)
seat-address: Zespół Szkół z Oddziałami Integracyjnymi i Specjalnymi nr 2 Poznań, ul. Franciszka Prądzyńskiego 53 xyxy=(551,626,626,654)
district-number: 25 xyxy=(328,819,358,870)
header-boundaries: Granice obwodu głosowania xyxy=(681,237,870,276)
seat-address: Szkoła Podstawowa nr 55 im. Bolesława Chrobrego Poznań, ul. Różana 1/3 xyxy=(229,1011,309,1032)
seat-icons xyxy=(551,1067,632,1078)
table-row xyxy=(328,1004,635,1042)
note-paragraph: Informacje w sprawach dotyczących głosowania przez pełnomocnika oraz głosowania korespondencyjnego, w tym przy użyciu nakładki na kartę do głosowania sporządzonej w alfabecie Braille’a, udzielane są w Urzędzie Miasta Poznania, w Wydziale Spraw Obywatelskich pod numerami telefonów: 61 878 44 38 i 61 878 44 39. xyxy=(5,1328,955,1344)
table-row xyxy=(651,406,956,499)
district-boundaries: ul. Akacjowa wszystkie adresy, ul. Bielska wszystkie adresy, ul. Brzozowa wszystkie adresy, ul. Bytomska wszystkie adresy, ul. Cieszyńska wszystkie adresy, ul. Głogowska nieparzyste 2–10, ul. Jesionowa wszystkie adresy, ul. Modrzewiowa nieparzyste 3–17, ul. Jodłowa wszystkie adresy, ul. Czeremchowa 3–9, parzyste 36–38, ul. Rydzyńska 14, ul. Sosnowa 1–37, ul. Stolarska wszystkie adresy, ul. Wierzbowa nieparzyste 1–27, parzyste 2–28, ul. Wiązowa nieparzyste 1–13, ul. Wiązowa wszystkie adresy xyxy=(681,348,870,406)
table-row xyxy=(328,671,635,716)
seat-icons xyxy=(551,533,632,544)
